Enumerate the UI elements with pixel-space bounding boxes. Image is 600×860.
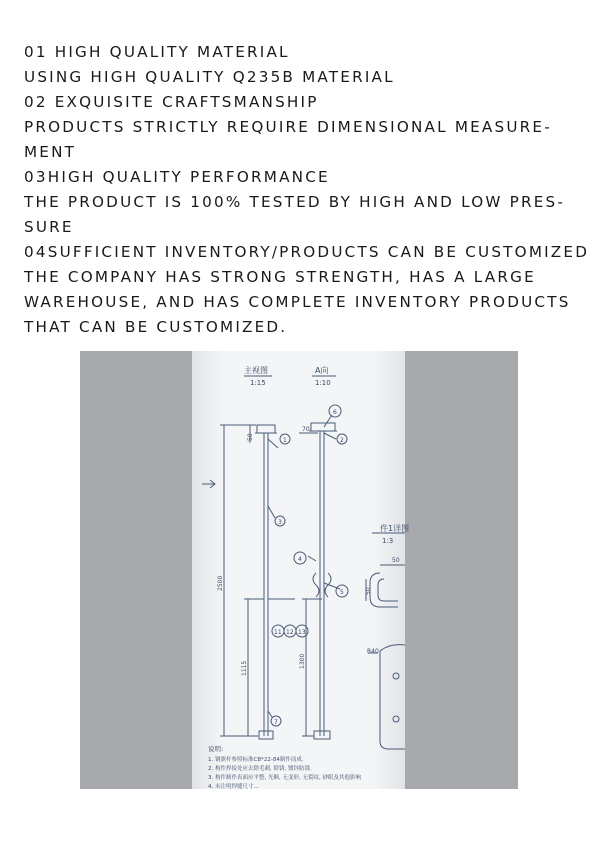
main-view-title: 主视图: [244, 366, 268, 375]
dim-a-lower-height: 1300: [299, 653, 306, 669]
craftsmanship-text-line-2: MENT: [24, 143, 77, 161]
note-3: 3. 构件制作表面应平整, 光顺, 无变形, 无裂纹, 砂眼及其他影响: [208, 775, 361, 781]
note-2: 2. 构件焊接处应去除毛刺, 除锈, 镀锌防锈.: [208, 766, 312, 772]
callout-4: 4: [298, 556, 302, 563]
note-1: 1. 钢旗杆参照标准CB*22-84制作而成.: [208, 757, 304, 763]
dim-a-top-offset: 70: [302, 426, 310, 433]
dim-top-offset: 50: [247, 433, 254, 441]
a-view-scale: 1:10: [315, 379, 331, 387]
technical-drawing-photo: [80, 351, 518, 789]
product-description: [24, 40, 590, 340]
performance-text-line-2: SURE: [24, 218, 74, 236]
main-view-scale: 1:15: [250, 379, 266, 387]
dim-detail-width: 50: [392, 557, 400, 564]
craftsmanship-text-line-1: PRODUCTS STRICTLY REQUIRE DIMENSIONAL MEASURE-: [24, 118, 552, 136]
dim-detail-height: 50: [365, 587, 372, 595]
heading-performance: 03HIGH QUALITY PERFORMANCE: [24, 168, 330, 186]
callout-7: 7: [274, 719, 278, 726]
dim-radius: R40: [367, 648, 379, 655]
dim-total-height: 2500: [217, 575, 224, 591]
inventory-text-line-2: WAREHOUSE, AND HAS COMPLETE INVENTORY PRODUCTS: [24, 293, 571, 311]
material-text: USING HIGH QUALITY Q235B MATERIAL: [24, 68, 395, 86]
callout-1: 1: [283, 437, 287, 444]
callout-5: 5: [340, 589, 344, 596]
callout-12: 12: [286, 629, 294, 636]
note-4: 4. 未注明焊缝尺寸...: [208, 784, 259, 789]
callout-2: 2: [340, 437, 344, 444]
heading-material: 01 HIGH QUALITY MATERIAL: [24, 43, 290, 61]
performance-text-line-1: THE PRODUCT IS 100% TESTED BY HIGH AND LOW PRES-: [24, 193, 566, 211]
inventory-text-line-1: THE COMPANY HAS STRONG STRENGTH, HAS A LARGE: [24, 268, 536, 286]
callout-3: 3: [278, 519, 282, 526]
callout-13: 13: [298, 629, 306, 636]
dim-lower-height: 1115: [241, 660, 248, 676]
inventory-text-line-3: THAT CAN BE CUSTOMIZED.: [24, 318, 288, 336]
heading-craftsmanship: 02 EXQUISITE CRAFTSMANSHIP: [24, 93, 319, 111]
a-view-title: A向: [315, 366, 329, 375]
notes-title: 说明:: [208, 745, 224, 753]
detail-title: 件1详图: [380, 524, 410, 533]
callout-6: 6: [333, 409, 337, 416]
heading-inventory: 04SUFFICIENT INVENTORY/PRODUCTS CAN BE CUSTOMIZED: [24, 243, 590, 261]
detail-scale: 1:3: [382, 537, 394, 545]
callout-11: 11: [274, 629, 282, 636]
